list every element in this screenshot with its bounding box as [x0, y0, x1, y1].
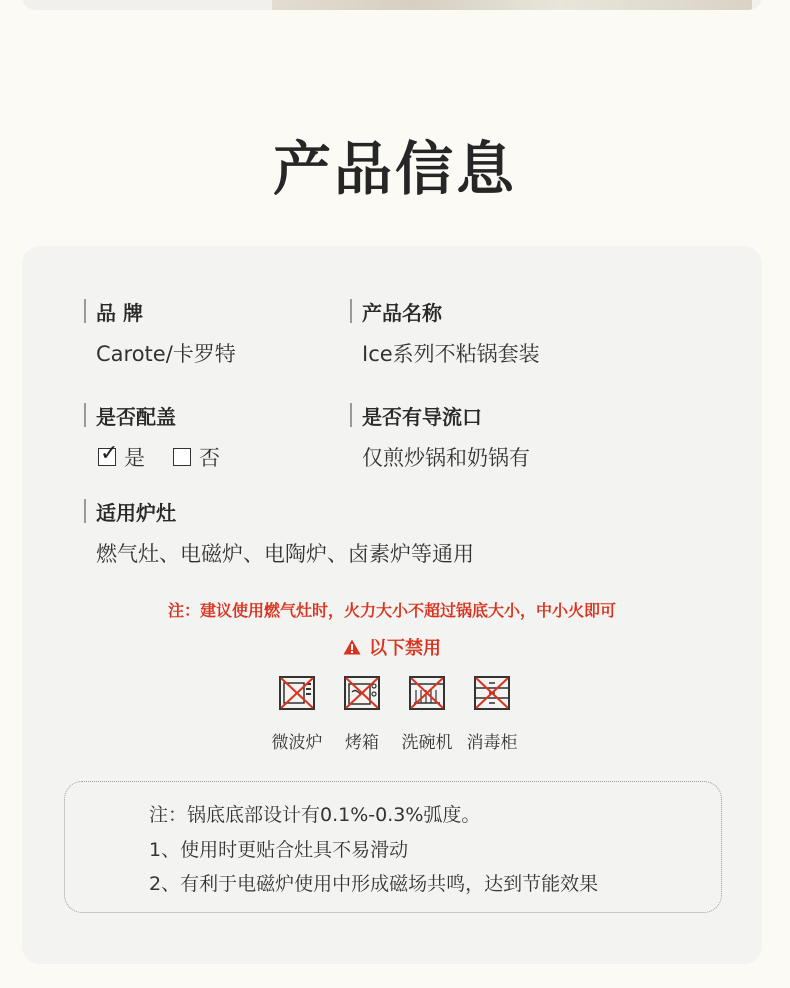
lid-options	[84, 442, 220, 472]
bottom-note-line: 1、使用时更贴合灶具不易滑动	[149, 839, 409, 861]
spout-value: 仅煎炒锅和奶锅有	[362, 446, 530, 470]
label-bar	[350, 299, 352, 323]
appliance-name: 微波炉	[271, 733, 323, 753]
product-photo-bottom-edge	[22, 0, 762, 10]
field-brand	[84, 298, 236, 368]
lid-no-checkbox[interactable]	[173, 448, 191, 466]
lid-no-label: 否	[199, 446, 220, 470]
brand-value: Carote/卡罗特	[96, 342, 236, 366]
lid-yes-checkbox[interactable]	[98, 441, 119, 466]
label-bar	[350, 403, 352, 427]
field-spout	[350, 402, 530, 472]
photo-strip	[272, 0, 752, 10]
product-info-card	[22, 246, 762, 964]
oven-icon	[343, 674, 381, 712]
stoves-value: 燃气灶、电磁炉、电陶炉、卤素炉等通用	[96, 542, 474, 566]
appliance-name: 洗碗机	[401, 733, 453, 753]
label-bar	[84, 299, 86, 323]
spout-label: 是否有导流口	[362, 404, 482, 429]
checkmark-icon: ✓	[100, 441, 119, 466]
warning-triangle-icon	[343, 639, 361, 655]
product-name-value: Ice系列不粘锅套装	[362, 342, 540, 366]
prohibited-title	[22, 634, 762, 660]
field-product-name	[350, 298, 540, 368]
stoves-label: 适用炉灶	[96, 500, 176, 525]
appliance-name: 消毒柜	[466, 733, 518, 753]
prohibited-title-text: 以下禁用	[369, 638, 441, 659]
brand-label: 品 牌	[96, 300, 143, 325]
field-stoves	[84, 498, 474, 568]
appliance-disinfection-cabinet	[452, 674, 532, 753]
lid-yes-label: 是	[124, 446, 145, 470]
dishwasher-icon	[408, 674, 446, 712]
product-name-label: 产品名称	[362, 300, 442, 325]
bottom-note-line: 2、有利于电磁炉使用中形成磁场共鸣，达到节能效果	[149, 873, 599, 895]
label-bar	[84, 499, 86, 523]
warning-note: 注：建议使用燃气灶时，火力大小不超过锅底大小，中小火即可	[167, 601, 616, 620]
field-lid	[84, 402, 220, 472]
section-title: 产品信息	[272, 135, 517, 203]
disinfection-cabinet-icon	[473, 674, 511, 712]
microwave-icon	[278, 674, 316, 712]
bottom-note-box	[64, 781, 722, 913]
bottom-note-line: 注：锅底底部设计有0.1%-0.3%弧度。	[149, 804, 481, 826]
lid-label: 是否配盖	[96, 404, 176, 429]
appliance-name: 烤箱	[345, 733, 379, 753]
label-bar	[84, 403, 86, 427]
